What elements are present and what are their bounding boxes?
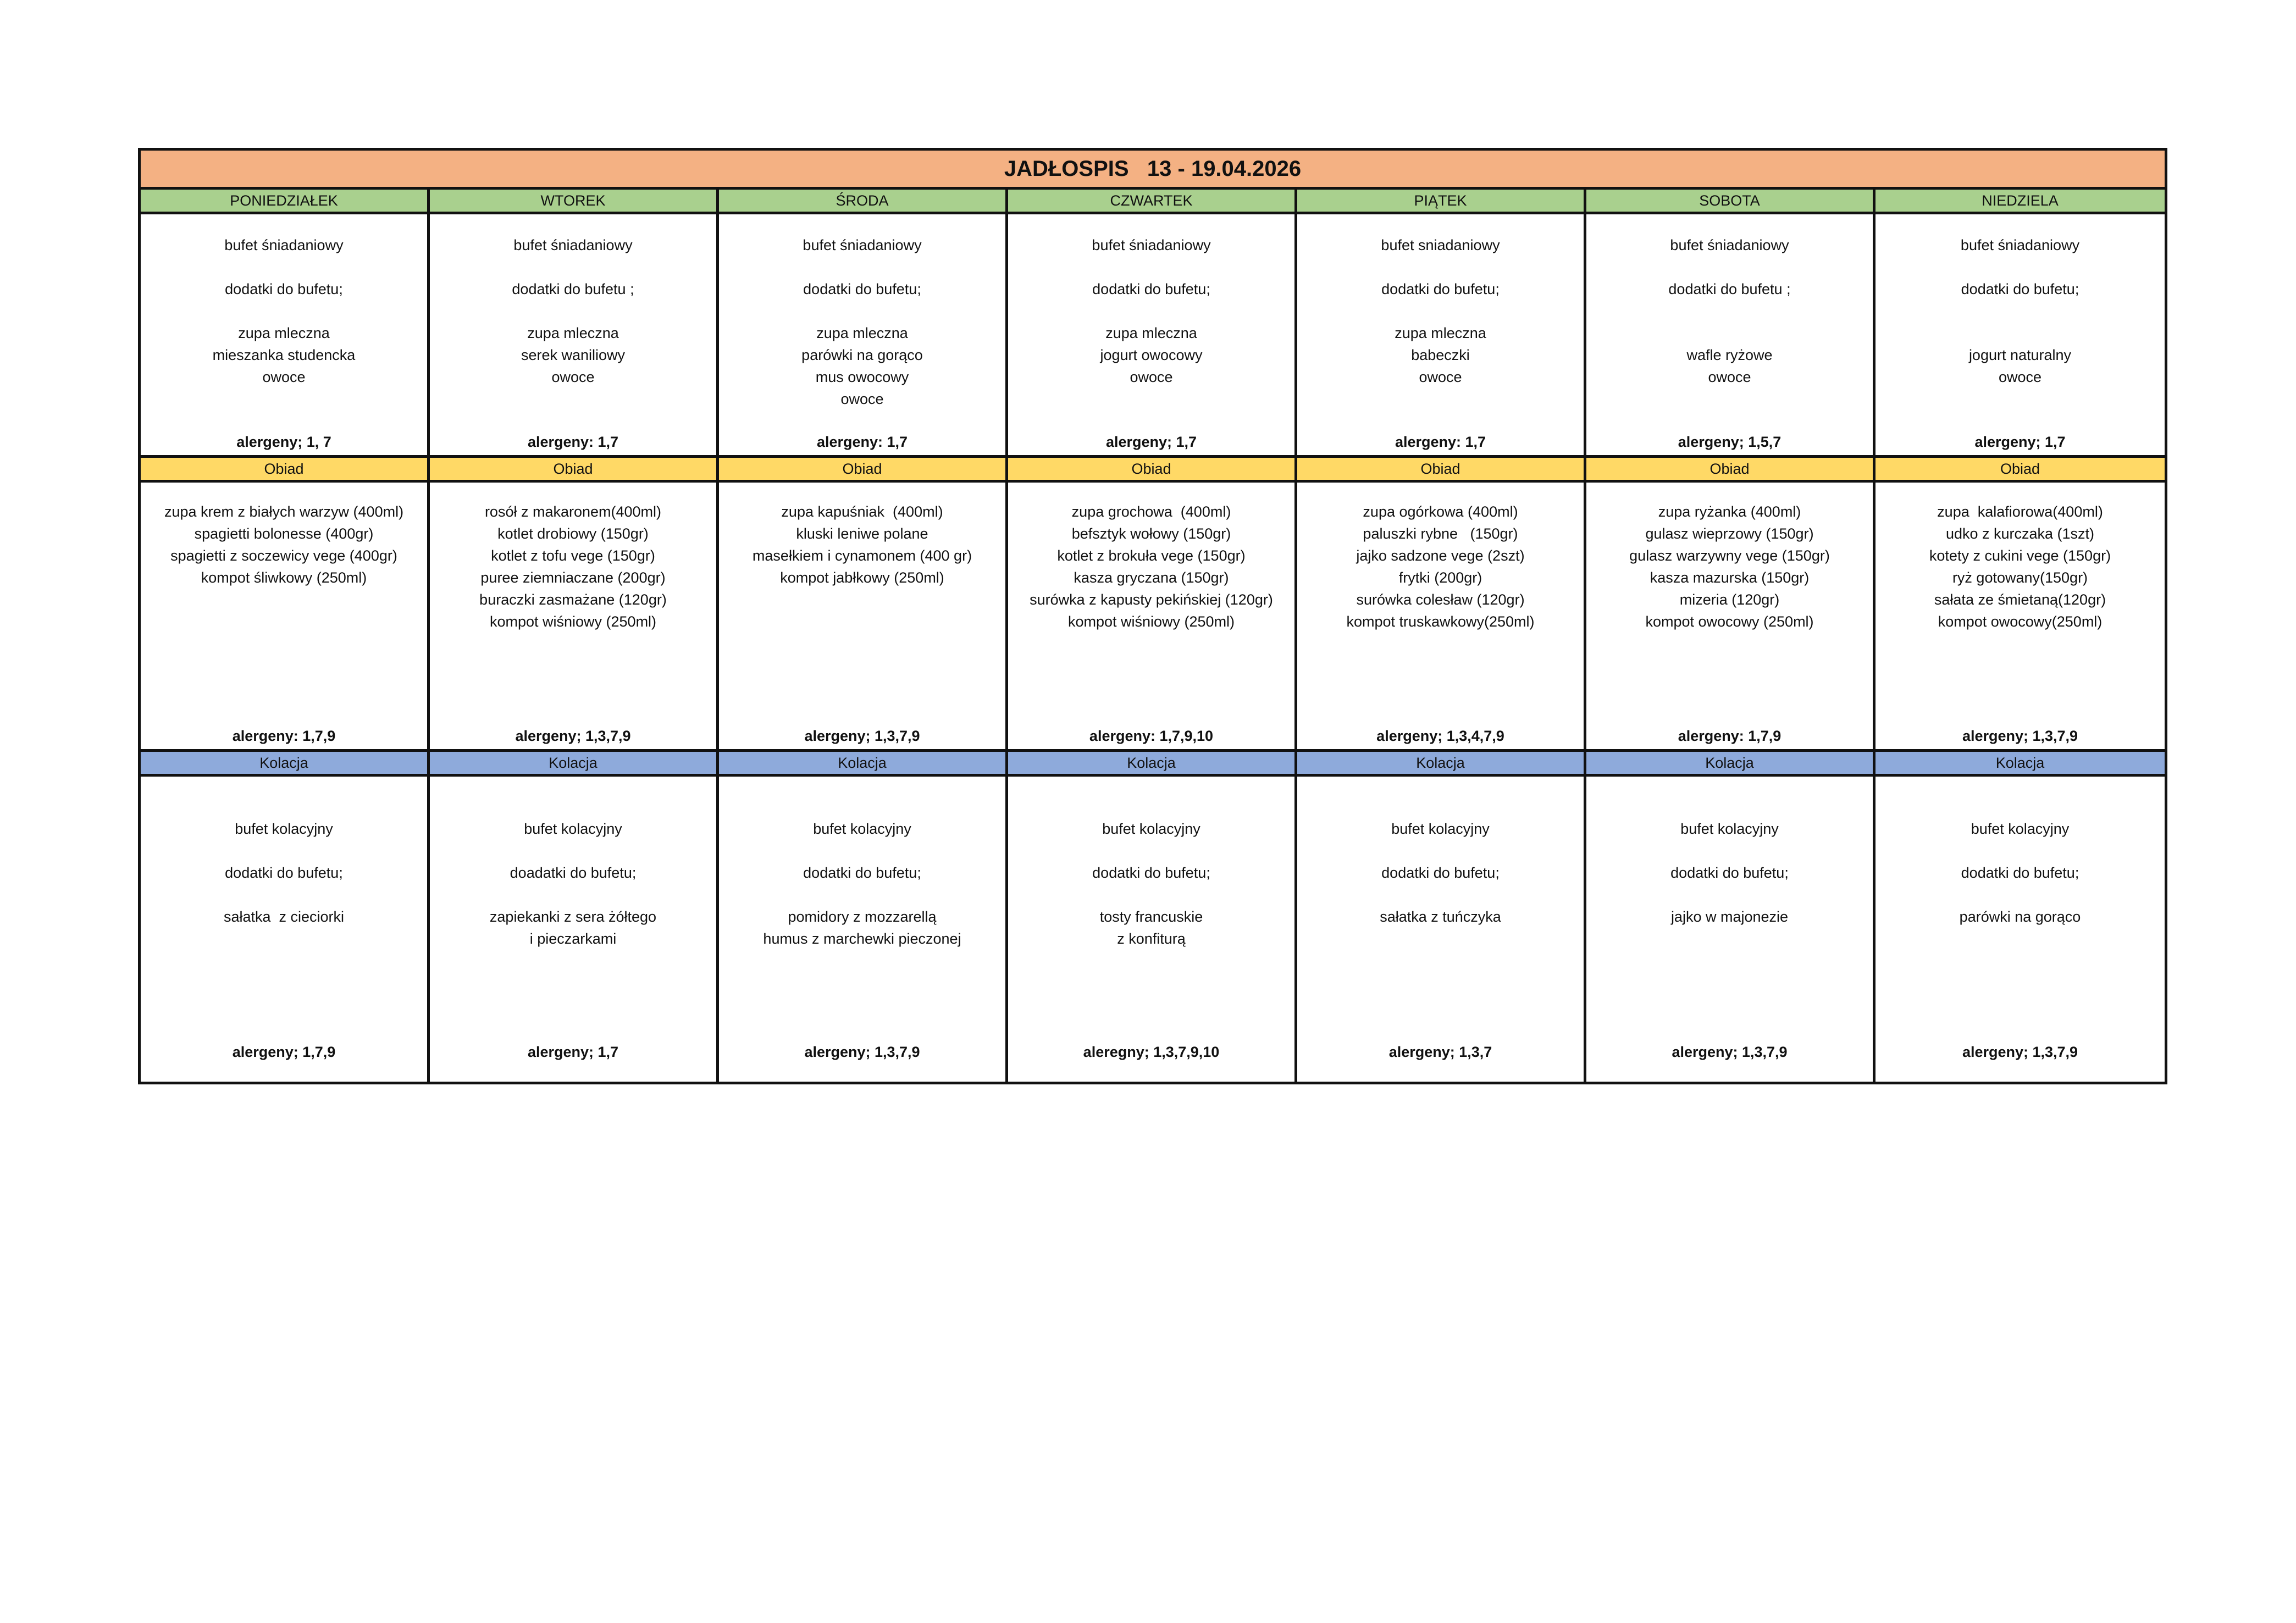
obiad-cell [1586,483,1875,749]
allergens-label: alergeny; 1,3,7,9 [804,728,920,744]
menu-title: JADŁOSPIS 13 - 19.04.2026 [141,151,2165,190]
day-header: PONIEDZIAŁEK [141,190,430,212]
breakfast-cell [1297,214,1586,455]
allergens-label: alergeny: 1,7 [1395,434,1486,450]
cell-content: bufet śniadaniowy dodatki do bufetu ; wafle ryżowe owoce [1668,237,1791,385]
obiad-cell [719,483,1008,749]
obiad-cell [430,483,719,749]
allergens-label: alergeny; 1,7,9 [232,1044,336,1060]
section-label-obiad: Obiad [1586,458,1875,480]
section-label-obiad: Obiad [430,458,719,480]
section-label-kolacja: Kolacja [1008,752,1297,774]
section-label-kolacja: Kolacja [141,752,430,774]
cell-content: rosół z makaronem(400ml) kotlet drobiowy (150gr) kotlet z tofu vege (150gr) puree ziemniaczane (200gr) buraczki zasmażane (120gr) kompot wiśniowy (250ml) [479,503,667,630]
kolacja-cell [1875,777,2165,1082]
allergens-label: aleregny; 1,3,7,9,10 [1083,1044,1220,1060]
allergens-label: alergeny; 1,7 [1105,434,1197,450]
day-header: SOBOTA [1586,190,1875,212]
cell-content: zupa kalafiorowa(400ml) udko z kurczaka (1szt) kotety z cukini vege (150gr) ryż gotowany(150gr) sałata ze śmietaną(120gr) kompot owocowy(250ml) [1929,503,2111,630]
day-header: PIĄTEK [1297,190,1586,212]
allergens-label: alergeny; 1,3,4,7,9 [1376,728,1504,744]
breakfast-row [141,214,2165,455]
cell-content: bufet kolacyjny dodatki do bufetu; tosty francuskie z konfiturą [1092,821,1210,947]
cell-content: bufet śniadaniowy dodatki do bufetu; jogurt naturalny owoce [1960,237,2080,385]
day-header: WTOREK [430,190,719,212]
kolacja-cell [1008,777,1297,1082]
allergens-label: alergeny; 1,3,7,9 [515,728,631,744]
breakfast-cell [1008,214,1297,455]
kolacja-cell [719,777,1008,1082]
obiad-cell [141,483,430,749]
section-label-obiad: Obiad [141,458,430,480]
allergens-label: alergeny; 1,3,7 [1388,1044,1492,1060]
obiad-cell [1008,483,1297,749]
cell-content: bufet śniadaniowy dodatki do bufetu; zupa mleczna parówki na gorąco mus owocowy owoce [801,237,923,407]
section-label-obiad: Obiad [2000,460,2040,477]
breakfast-cell [1586,214,1875,455]
section-label-obiad: Obiad [1297,458,1586,480]
obiad-band [141,455,2165,483]
cell-content: bufet śniadaniowy dodatki do bufetu ; zupa mleczna serek waniliowy owoce [512,237,634,385]
cell-content: bufet śniadaniowy dodatki do bufetu; zupa mleczna jogurt owocowy owoce [1092,237,1211,385]
section-label-obiad: Obiad [1008,458,1297,480]
cell-content: zupa krem z białych warzyw (400ml) spagietti bolonesse (400gr) spagietti z soczewicy vege (400gr) kompot śliwkowy (250ml) [164,503,404,586]
day-header: CZWARTEK [1008,190,1297,212]
obiad-cell [1875,483,2165,749]
cell-content: bufet kolacyjny dodatki do bufetu; jajko w majonezie [1670,821,1789,925]
cell-content: zupa grochowa (400ml) befsztyk wołowy (150gr) kotlet z brokuła vege (150gr) kasza gryczana (150gr) surówka z kapusty pekińskiej (120gr) kompot wiśniowy (250ml) [1030,503,1273,630]
cell-content: zupa kapuśniak (400ml) kluski leniwe polane masełkiem i cynamonem (400 gr) kompot jabłkowy (250ml) [752,503,972,586]
section-label-kolacja: Kolacja [719,752,1008,774]
allergens-label: alergeny; 1,3,7,9 [1672,1044,1788,1060]
allergens-label: alergeny: 1,7 [527,434,619,450]
allergens-label: alergeny: 1,7 [816,434,908,450]
cell-content: bufet kolacyjny dodatki do bufetu; sałatka z cieciorki [223,821,345,925]
cell-content: bufet śniadaniowy dodatki do bufetu; zupa mleczna mieszanka studencka owoce [212,237,356,385]
allergens-label: alergeny: 1,7,9 [232,728,336,744]
section-label-kolacja: Kolacja [1586,752,1875,774]
allergens-label: alergeny; 1,3,7,9 [1962,1044,2078,1060]
kolacja-cell [1297,777,1586,1082]
cell-content: bufet kolacyjny dodatki do bufetu; sałatka z tuńczyka [1380,821,1501,925]
breakfast-cell [430,214,719,455]
obiad-row [141,483,2165,749]
allergens-label: alergeny: 1,7,9 [1678,728,1782,744]
allergens-label: alergeny; 1, 7 [236,434,331,450]
allergens-label: alergeny; 1,3,7,9 [804,1044,920,1060]
allergens-label: alergeny; 1,7 [527,1044,619,1060]
obiad-cell [1297,483,1586,749]
section-label-kolacja: Kolacja [1297,752,1586,774]
cell-content: bufet kolacyjny dodatki do bufetu; parówki na gorąco [1959,821,2081,925]
cell-content: bufet kolacyjny dodatki do bufetu; pomidory z mozzarellą humus z marchewki pieczonej [763,821,961,947]
day-header: NIEDZIELA [1982,192,2059,209]
section-label-kolacja: Kolacja [430,752,719,774]
kolacja-cell [141,777,430,1082]
breakfast-cell [1875,214,2165,455]
kolacja-row [141,777,2165,1082]
allergens-label: alergeny; 1,7 [1974,434,2066,450]
cell-content: bufet kolacyjny doadatki do bufetu; zapiekanki z sera żółtego i pieczarkami [489,821,657,947]
breakfast-cell [141,214,430,455]
allergens-label: alergeny: 1,7,9,10 [1089,728,1214,744]
menu-table [138,148,2167,1084]
allergens-label: alergeny; 1,5,7 [1678,434,1782,450]
breakfast-cell [719,214,1008,455]
kolacja-cell [430,777,719,1082]
cell-content: zupa ogórkowa (400ml) paluszki rybne (150gr) jajko sadzone vege (2szt) frytki (200gr) surówka colesław (120gr) kompot truskawkowy(250ml) [1346,503,1535,630]
kolacja-band [141,749,2165,777]
allergens-label: alergeny; 1,3,7,9 [1962,728,2078,744]
cell-content: bufet sniadaniowy dodatki do bufetu; zupa mleczna babeczki owoce [1381,237,1500,385]
kolacja-cell [1586,777,1875,1082]
days-header-row [141,190,2165,214]
day-header: ŚRODA [719,190,1008,212]
section-label-obiad: Obiad [719,458,1008,480]
cell-content: zupa ryżanka (400ml) gulasz wieprzowy (150gr) gulasz warzywny vege (150gr) kasza mazurska (150gr) mizeria (120gr) kompot owocowy (250ml) [1629,503,1830,630]
section-label-kolacja: Kolacja [1995,754,2045,771]
